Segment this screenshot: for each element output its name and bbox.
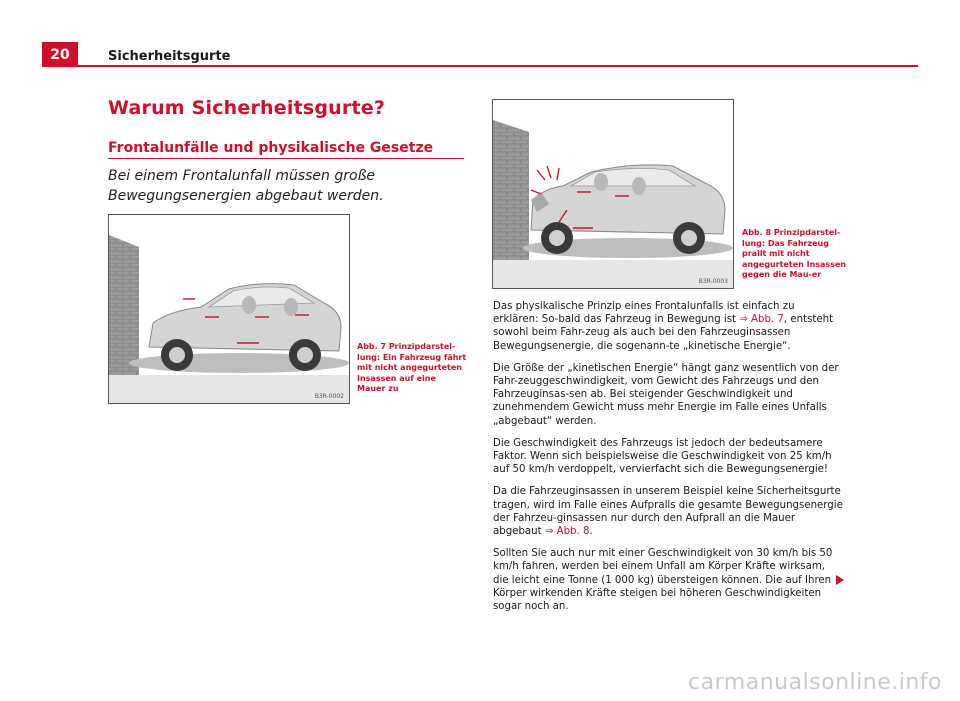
subsection-title: Frontalunfälle und physikalische Gesetze [108,140,434,156]
figure-8 [492,99,734,289]
car-approaching-wall-illustration [109,215,349,403]
paragraph-2: Die Größe der „kinetischen Energie“ hängt ganz wesentlich von der Fahr-zeuggeschwindigkeit, vom Gewicht des Fahrzeugs und den Fahrzeuginsas-sen ab. Bei steigender Geschwindigkeit und zunehmendem Gewicht muss mehr Energie im Falle eines Unfalls „abgebaut“ werden. [493,362,839,427]
body-text [493,300,843,622]
lead-text: Bei einem Frontalunfall müssen große Bewegungsenergien abgebaut werden. [108,168,384,204]
paragraph-3: Die Geschwindigkeit des Fahrzeugs ist jedoch der bedeutsamere Faktor. Wenn sich beispielsweise die Geschwindigkeit von 25 km/h auf 50 km/h verdoppelt, vervierfacht sich die Bewegungsenergie! [493,437,832,476]
section-header: Sicherheitsgurte [108,49,231,64]
paragraph-1: Das physikalische Prinzip eines Frontalunfalls ist einfach zu erklären: So-bald das Fahrzeug in Bewegung ist ⇒ Abb. 7, entsteht sowohl beim Fahr-zeug als auch bei den Fahrzeuginsassen Bewegungsenergie, die sogenann-te „kinetische Energie“. [493,301,834,352]
watermark: carmanualsonline.info [688,670,942,695]
figure-8-link[interactable]: ⇒ Abb. 8 [544,526,590,538]
car-crash-illustration [493,100,733,288]
continue-arrow-icon [836,575,844,585]
subsection-rule [108,158,464,159]
figure-7-link[interactable]: ⇒ Abb. 7 [739,314,784,326]
figure-code: B3R-0002 [314,393,344,400]
figure-8-caption: Abb. 8 Prinzipdarstel-lung: Das Fahrzeug prallt mit nicht angegurteten Insassen gegen die Mau-er [742,228,847,279]
header-rule [78,65,918,67]
page-title: Warum Sicherheitsgurte? [108,97,386,119]
paragraph-5: Sollten Sie auch nur mit einer Geschwindigkeit von 30 km/h bis 50 km/h fahren, werden bei einem Unfall am Körper Kräfte wirksam, die leicht eine Tonne (1 000 kg) übersteigen können. Die auf Ihren Körper wirkenden Kräfte steigen bei höheren Geschwindigkeiten sogar noch an. [493,548,833,613]
figure-code: B3R-0003 [698,278,728,285]
figure-7-caption: Abb. 7 Prinzipdarstel-lung: Ein Fahrzeug fährt mit nicht angegurteten Insassen auf eine Mauer zu [357,342,467,393]
page-number: 20 [42,42,78,67]
paragraph-4: Da die Fahrzeuginsassen in unserem Beispiel keine Sicherheitsgurte tragen, wird im Falle eines Aufpralls die gesamte Bewegungsenergie der Fahrzeu-ginsassen nur durch den Aufprall an die Mauer abgebaut ⇒ Abb. 8. [493,486,843,538]
figure-7 [108,214,350,404]
